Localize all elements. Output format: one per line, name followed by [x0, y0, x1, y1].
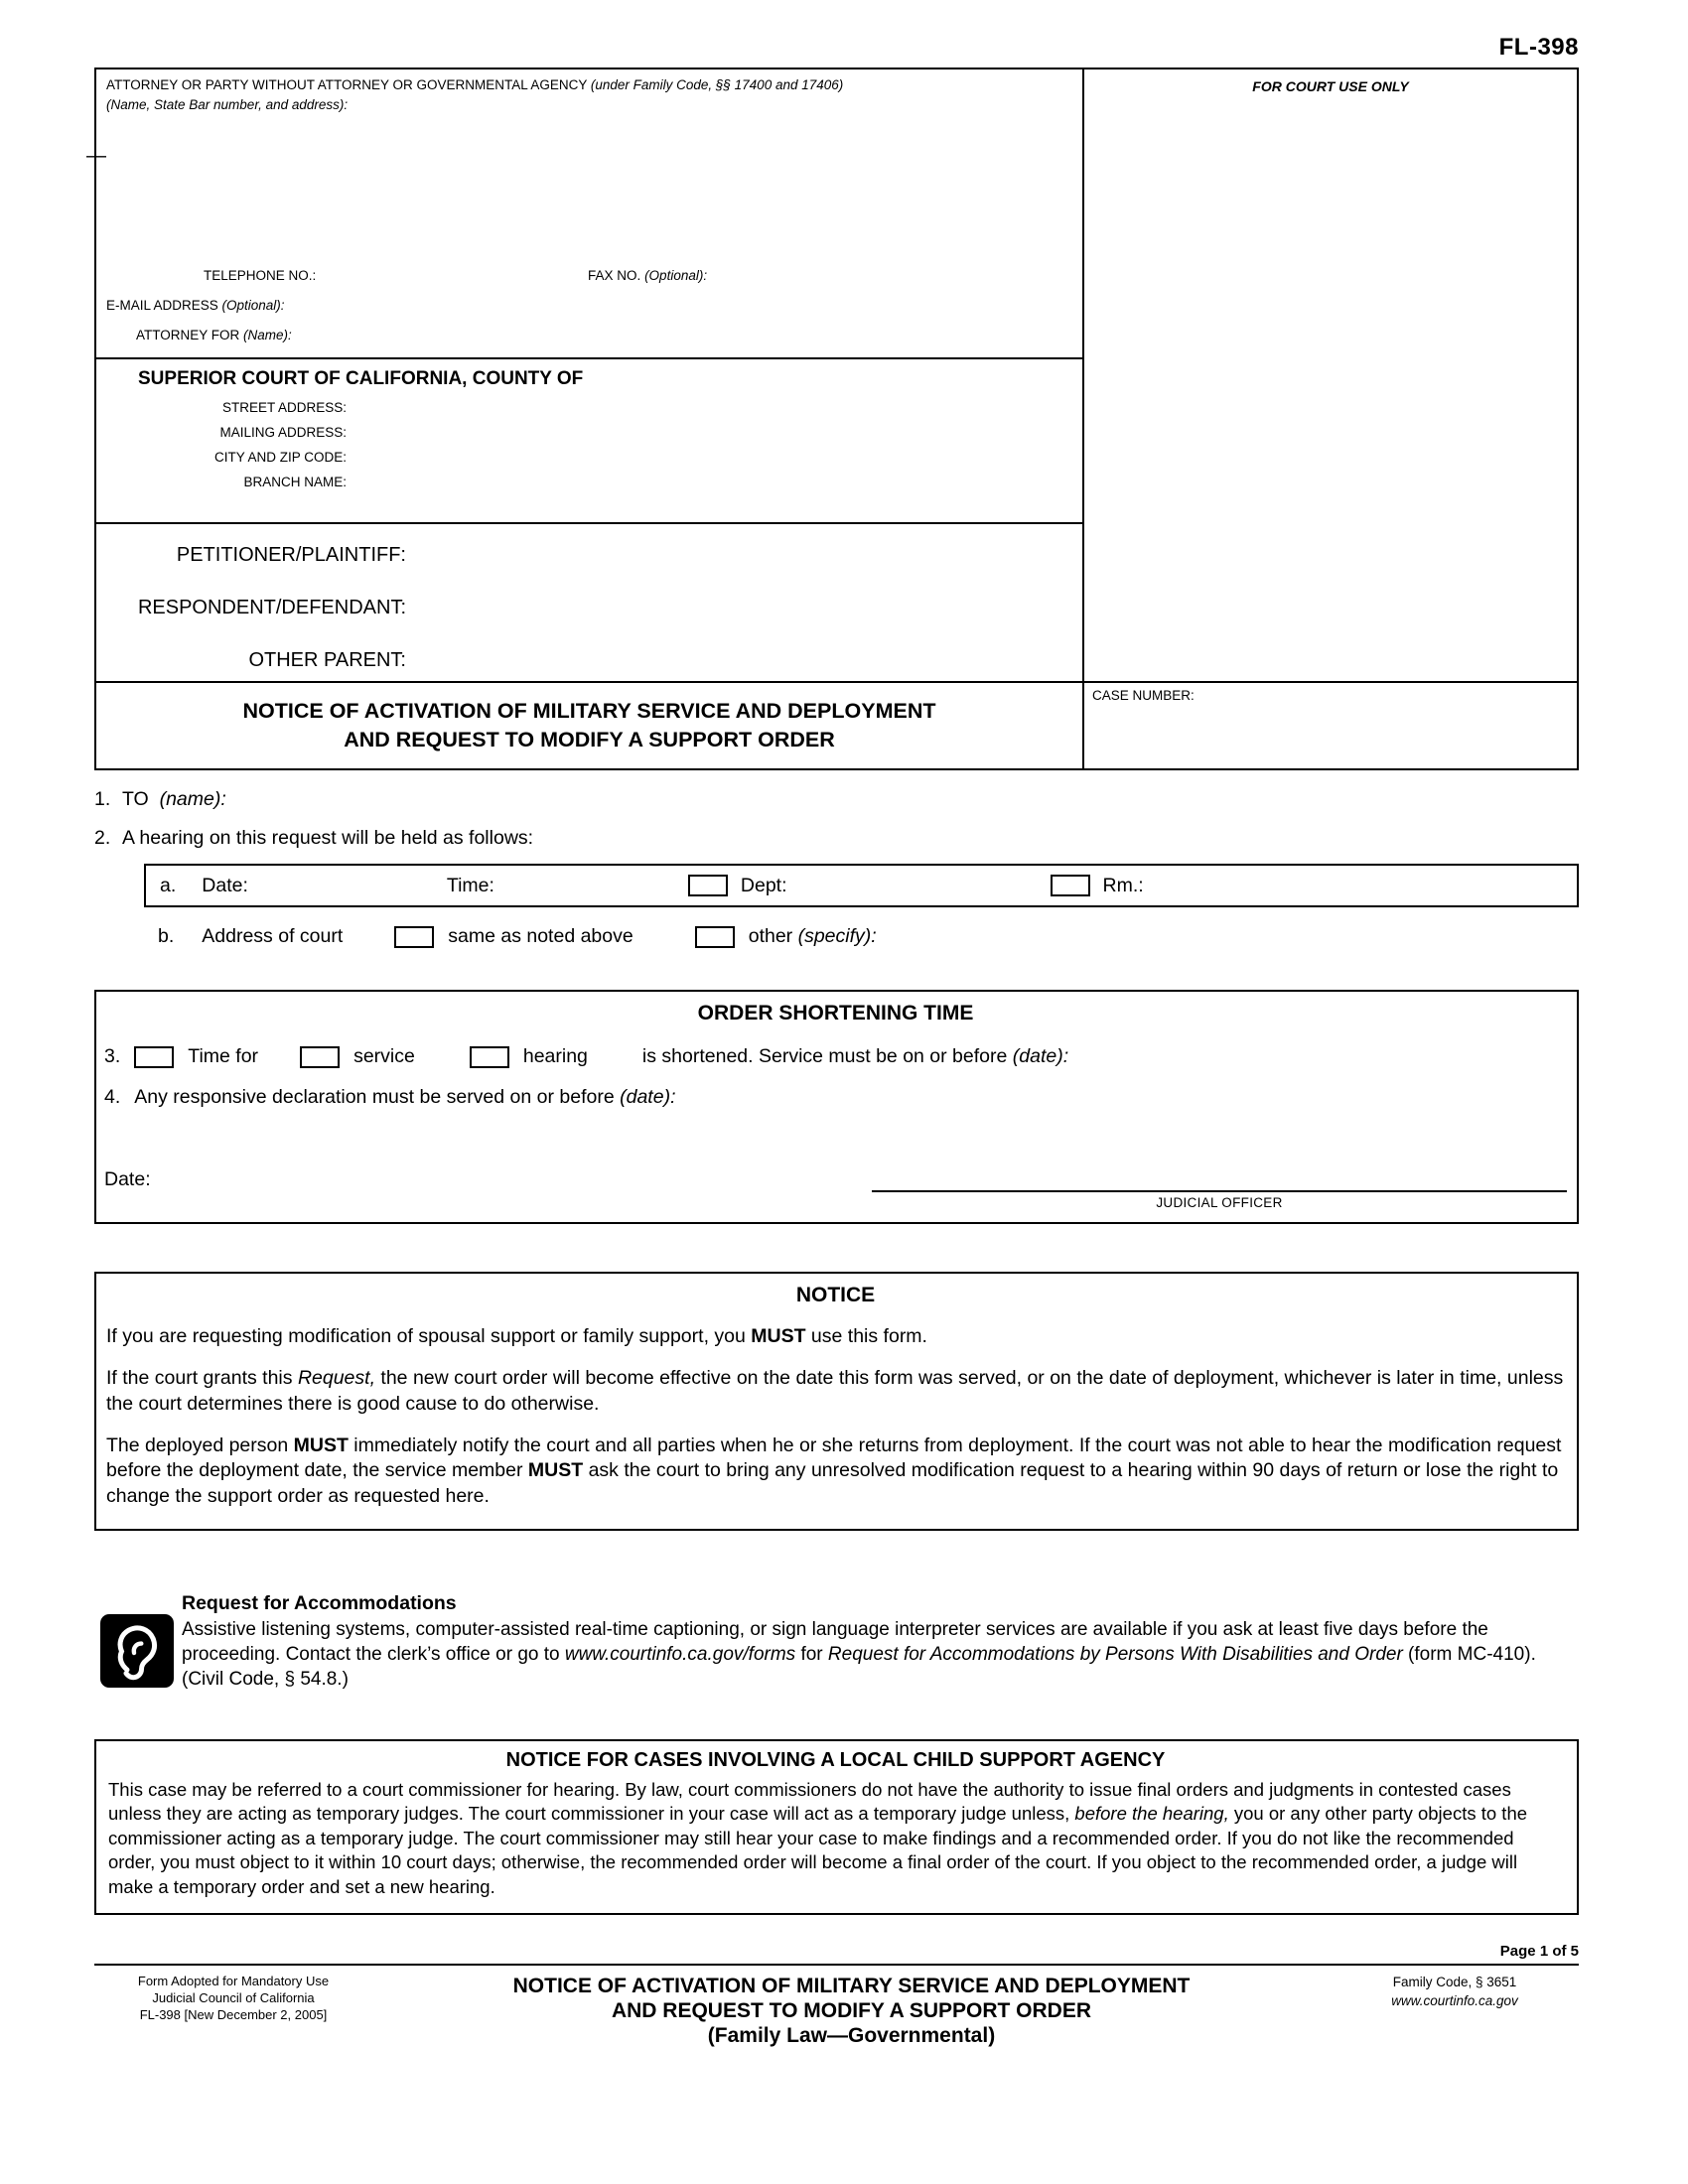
room-checkbox[interactable]: [1051, 875, 1090, 896]
attorney-info-field[interactable]: [96, 116, 1082, 269]
fax-label: FAX NO. (Optional):: [588, 268, 708, 283]
same-address-label: same as noted above: [448, 925, 633, 947]
form-title-line1: NOTICE OF ACTIVATION OF MILITARY SERVICE AND DEPLOYMENT: [242, 698, 936, 723]
branch-name-label: BRANCH NAME:: [243, 475, 347, 489]
left-edge-dash: —: [86, 145, 106, 167]
address-of-court-label: Address of court: [202, 925, 344, 947]
attorney-section: [86, 69, 1082, 359]
footer-form-title: NOTICE OF ACTIVATION OF MILITARY SERVICE AND DEPLOYMENT AND REQUEST TO MODIFY A SUPPORT ORDER (Family Law—Governmental): [512, 1975, 1191, 2048]
to-name-label: (name):: [159, 788, 226, 810]
order-shortening-time-box: [94, 990, 1579, 1224]
attorney-label-sub: (Name, State Bar number, and address):: [106, 97, 349, 113]
dept-checkbox[interactable]: [688, 875, 728, 896]
attorney-label-code: (under Family Code, §§ 17400 and 17406): [590, 77, 844, 92]
footer-adoption-note: Form Adopted for Mandatory Use Judicial Council of California FL-398 [New December 2, 2005]: [137, 1974, 330, 2022]
accommodations-title: Request for Accommodations: [182, 1592, 457, 1615]
city-zip-row: [96, 450, 1082, 465]
item-1: [94, 788, 1579, 811]
item-3-number: 3.: [104, 1045, 121, 1067]
assistive-listening-icon: [100, 1614, 174, 1688]
court-name-label: SUPERIOR COURT OF CALIFORNIA, COUNTY OF: [138, 368, 584, 389]
attorney-for-row: [96, 328, 1082, 357]
form-page: [86, 34, 1579, 2049]
caption-left-column: [86, 69, 1082, 768]
item-4-text: Any responsive declaration must be served on or before (date):: [134, 1086, 676, 1108]
petitioner-label: PETITIONER/PLAINTIFF:: [176, 544, 406, 566]
caption-right-column: [1082, 69, 1577, 768]
item-4: [104, 1086, 1567, 1109]
notice-title: NOTICE: [795, 1284, 876, 1306]
lcsa-notice-box: [94, 1739, 1579, 1915]
room-label: Rm.:: [1102, 874, 1144, 896]
footer-courtinfo-link: www.courtinfo.ca.gov: [1391, 1992, 1518, 2008]
lcsa-title: NOTICE FOR CASES INVOLVING A LOCAL CHILD SUPPORT AGENCY: [505, 1749, 1166, 1772]
item-3: [104, 1045, 1567, 1068]
notice-paragraph-1: If you are requesting modification of spousal support or family support, you MUST use this form.: [106, 1325, 927, 1347]
email-label: E-MAIL ADDRESS (Optional):: [106, 298, 285, 313]
item-2: [94, 827, 1579, 850]
footer-reference: [1331, 1974, 1579, 2011]
for-court-use-label: FOR COURT USE ONLY: [1252, 78, 1409, 94]
time-for-label: Time for: [188, 1045, 259, 1067]
page-indicator: Page 1 of 5: [1499, 1943, 1579, 1961]
row-b-letter: b.: [158, 925, 175, 947]
caption-box: [86, 68, 1579, 770]
court-section: [96, 359, 1082, 524]
other-address-label: other (specify):: [748, 925, 877, 947]
street-address-row: [96, 400, 1082, 415]
hearing-time-label: Time:: [446, 874, 494, 896]
telephone-fax-row: [96, 268, 1082, 298]
form-title-line2: AND REQUEST TO MODIFY A SUPPORT ORDER: [344, 728, 835, 751]
hearing-row-b: [144, 925, 1579, 948]
row-a-letter: a.: [160, 874, 177, 896]
attorney-label-text: ATTORNEY OR PARTY WITHOUT ATTORNEY OR GOVERNMENTAL AGENCY: [106, 77, 591, 92]
same-address-checkbox[interactable]: [394, 926, 434, 948]
accommodations-section: [94, 1592, 1579, 1709]
attorney-label: [96, 75, 1082, 116]
notice-box: [94, 1272, 1579, 1531]
lcsa-paragraph: This case may be referred to a court commissioner for hearing. By law, court commissioners do not have the authority to issue final orders and judgments in contested cases unless they are acting as temporary judges. The court commissioner in your case will act as a temporary judge unless, before the hearing, you or any other party objects to the commissioner acting as a temporary judge. The court commissioner may still hear your case to make findings and a recommended order. If you do not like the recommended order, you must object to it within 10 court days; otherwise, the recommended order will become a final order of the court. If you object to the recommended order, a judge will make a temporary order and set a new hearing.: [108, 1779, 1528, 1897]
respondent-row: [96, 597, 1082, 619]
form-title: [96, 683, 1082, 768]
item-3-text: is shortened. Service must be on or before (date):: [641, 1045, 1069, 1067]
form-number: FL-398: [1498, 34, 1579, 61]
item-2-number: 2.: [94, 827, 111, 849]
branch-name-row: [96, 475, 1082, 489]
judicial-officer-label: JUDICIAL OFFICER: [1156, 1195, 1283, 1210]
footer-divider: [94, 1964, 1579, 1966]
footer-family-code: Family Code, § 3651: [1392, 1975, 1517, 1990]
hearing-row-a: [144, 864, 1579, 907]
ost-signature-row: [104, 1168, 1567, 1210]
ost-date-label: Date:: [104, 1168, 151, 1190]
shorten-hearing-checkbox[interactable]: [470, 1046, 509, 1068]
dept-label: Dept:: [740, 874, 787, 896]
ost-date-field[interactable]: [151, 1168, 270, 1210]
hearing-label: hearing: [522, 1045, 588, 1067]
to-label: TO: [122, 788, 149, 810]
accommodations-paragraph: Assistive listening systems, computer-assisted real-time captioning, or sign language interpreter services are available if you ask at least five days before the proceeding. Contact the clerk’s office or go to www.courtinfo.ca.gov/forms for Request for Accommodations by Persons With Disabilities and Order (form MC-410). (Civil Code, § 54.8.): [182, 1619, 1536, 1691]
attorney-for-label: ATTORNEY FOR (Name):: [136, 328, 292, 342]
item-1-number: 1.: [94, 788, 111, 810]
other-parent-row: [96, 649, 1082, 672]
notice-paragraph-2: If the court grants this Request, the new court order will become effective on the date this form was served, or on the date of deployment, whichever is later in time, unless the court determines there is good cause to do otherwise.: [106, 1367, 1564, 1415]
petitioner-row: [96, 544, 1082, 567]
judicial-officer-signature: [872, 1168, 1567, 1210]
email-row: [96, 298, 1082, 328]
shorten-service-checkbox[interactable]: [300, 1046, 340, 1068]
notice-paragraph-3: The deployed person MUST immediately notify the court and all parties when he or she returns from deployment. If the court was not able to hear the modification request before the deployment date, the service member MUST ask the court to bring any unresolved modification request to a hearing within 90 days of return or lose the right to change the support order as requested here.: [106, 1434, 1562, 1507]
courtinfo-forms-link: www.courtinfo.ca.gov/forms: [564, 1644, 796, 1666]
mailing-address-label: MAILING ADDRESS:: [219, 425, 347, 440]
item-4-number: 4.: [104, 1086, 121, 1108]
other-address-checkbox[interactable]: [695, 926, 735, 948]
other-parent-label: OTHER PARENT:: [248, 649, 406, 671]
mailing-address-row: [96, 425, 1082, 440]
hearing-date-label: Date:: [202, 874, 248, 896]
footer: [94, 1974, 1579, 2049]
city-zip-label: CITY AND ZIP CODE:: [213, 450, 347, 465]
telephone-label: TELEPHONE NO.:: [204, 268, 317, 283]
case-number-label: CASE NUMBER:: [1092, 688, 1195, 703]
case-number-box[interactable]: [1084, 681, 1577, 768]
parties-section: [96, 524, 1082, 683]
shorten-time-checkbox[interactable]: [134, 1046, 174, 1068]
ost-title: ORDER SHORTENING TIME: [697, 1002, 974, 1024]
respondent-label: RESPONDENT/DEFENDANT:: [137, 597, 406, 618]
service-label: service: [353, 1045, 415, 1067]
judicial-officer-signature-line[interactable]: [872, 1168, 1567, 1192]
item-2-text: A hearing on this request will be held as follows:: [122, 827, 534, 849]
street-address-label: STREET ADDRESS:: [221, 400, 347, 415]
